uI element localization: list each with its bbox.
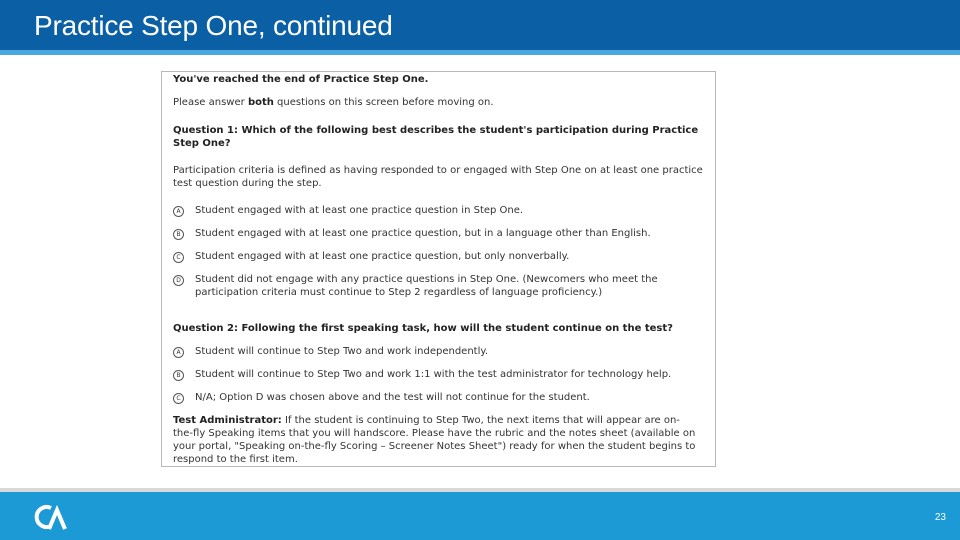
q1-option-c-label[interactable]: Student engaged with at least one practice question, but only nonverbally.	[195, 251, 570, 262]
instruction-text: Please answer both questions on this screen before moving on.	[173, 97, 494, 108]
q1-option-c-radio[interactable]: C	[173, 252, 184, 263]
admin-note-line1: Test Administrator: If the student is continuing to Step Two, the next items that will appear are on-	[173, 415, 680, 426]
q2-option-a-radio[interactable]: A	[173, 347, 184, 358]
q2-option-a-label[interactable]: Student will continue to Step Two and work independently.	[195, 346, 489, 357]
question1-title: Question 1: Which of the following best describes the student's participation during Practice	[173, 125, 699, 136]
q1-option-b-radio[interactable]: B	[173, 229, 184, 240]
admin-note-line2: the-fly Speaking items that you will handscore. Please have the rubric and the notes sheet (available on	[173, 428, 696, 439]
q1-option-d-label[interactable]: Student did not engage with any practice questions in Step One. (Newcomers who meet the	[195, 274, 658, 285]
admin-note-line4: respond to the first item.	[173, 454, 298, 465]
admin-note-line3: your portal, "Speaking on-the-fly Scoring – Screener Notes Sheet") ready for when the student begins to	[173, 441, 696, 452]
q1-option-a-label[interactable]: Student engaged with at least one practice question in Step One.	[195, 205, 524, 216]
q2-option-b-radio[interactable]: B	[173, 370, 184, 381]
q1-option-b-label[interactable]: Student engaged with at least one practice question, but in a language other than English.	[195, 228, 651, 239]
end-heading: You've reached the end of Practice Step One.	[173, 74, 429, 85]
slide-title: Practice Step One, continued	[34, 10, 393, 41]
q1-option-a-radio[interactable]: A	[173, 206, 184, 217]
header-accent-rule	[0, 50, 960, 55]
page-number: 23	[934, 512, 946, 523]
q2-option-c-radio[interactable]: C	[173, 393, 184, 404]
q1-option-d-label-cont[interactable]: participation criteria must continue to Step 2 regardless of language proficiency.)	[195, 287, 603, 298]
ca-logo-icon	[34, 502, 70, 532]
q2-option-c-label[interactable]: N/A; Option D was chosen above and the test will not continue for the student.	[195, 392, 590, 403]
question1-title-cont: Step One?	[173, 138, 231, 149]
slide-footer	[0, 492, 960, 540]
criteria-text-cont: test question during the step.	[173, 178, 322, 189]
criteria-text: Participation criteria is defined as having responded to or engaged with Step One on at least one practice	[173, 165, 703, 176]
q1-option-d-radio[interactable]: D	[173, 275, 184, 286]
question2-title: Question 2: Following the first speaking task, how will the student continue on the test?	[173, 323, 673, 334]
test-screen-screenshot	[161, 71, 716, 467]
q2-option-b-label[interactable]: Student will continue to Step Two and work 1:1 with the test administrator for technology help.	[195, 369, 672, 380]
